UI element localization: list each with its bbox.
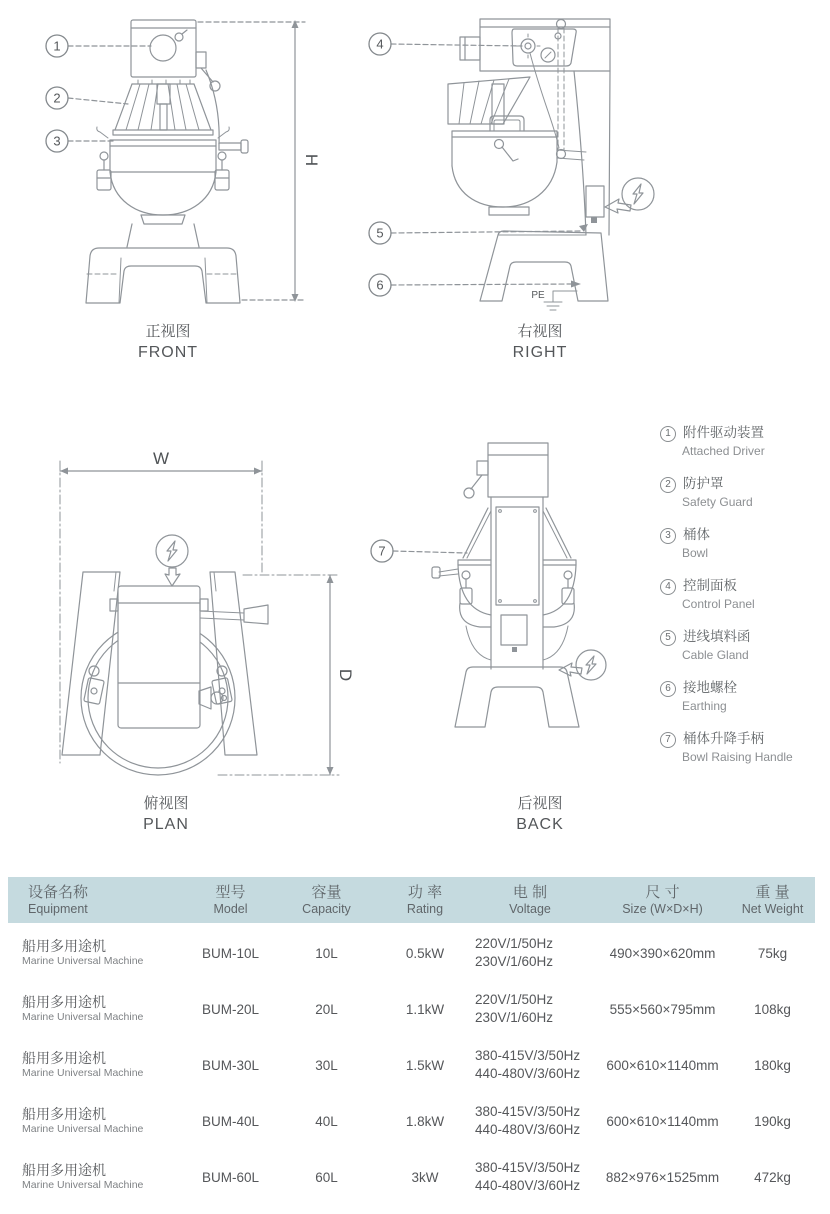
equipment-en: Marine Universal Machine	[22, 955, 144, 967]
cell-rating: 3kW	[411, 1169, 439, 1185]
cell-equipment	[8, 994, 193, 1024]
cell-weight: 472kg	[754, 1169, 791, 1185]
right-view-drawing	[352, 4, 662, 314]
header-label-zh: 功 率	[407, 883, 443, 901]
voltage-line: 220V/1/50Hz	[475, 936, 554, 951]
table-row	[8, 925, 815, 981]
cell-capacity: 40L	[315, 1113, 338, 1129]
equipment-en: Marine Universal Machine	[22, 1011, 144, 1023]
spec-table-header	[8, 877, 815, 923]
header-label-zh: 容量	[311, 883, 342, 901]
cell-capacity: 20L	[315, 1001, 338, 1017]
front-view-drawing	[18, 6, 321, 316]
legend-item-label-zh: 桶体升降手柄	[683, 731, 764, 746]
equipment-en: Marine Universal Machine	[22, 1067, 144, 1079]
header-label-zh: 重 量	[755, 883, 790, 901]
back-mixer	[432, 443, 579, 727]
header-label-zh: 尺 寸	[645, 883, 680, 901]
equipment-zh: 船用多用途机	[22, 1106, 106, 1122]
header-label-en: Size (W×D×H)	[622, 901, 703, 916]
legend-item-2	[660, 472, 830, 510]
front-mixer	[86, 20, 248, 303]
legend-item-label-zh: 控制面板	[683, 578, 737, 593]
voltage-line: 220V/1/50Hz	[475, 992, 554, 1007]
cell-rating: 1.1kW	[405, 1001, 445, 1017]
right-caption-zh: 右视图	[517, 323, 563, 340]
front-view-caption	[88, 321, 248, 364]
dim-w-label: W	[152, 449, 170, 468]
table-header-cell	[595, 884, 730, 917]
legend-item-7	[660, 727, 830, 765]
equipment-zh: 船用多用途机	[22, 1162, 106, 1178]
equipment-zh: 船用多用途机	[22, 938, 106, 954]
dim-h-label: H	[302, 153, 321, 167]
legend-item-head	[660, 574, 830, 595]
spec-table-body	[8, 925, 815, 1205]
front-caption-en: FRONT	[137, 344, 199, 361]
plan-caption-zh: 俯视图	[143, 795, 189, 812]
cell-rating: 0.5kW	[405, 945, 445, 961]
callout-2-number: 2	[53, 90, 61, 106]
cell-model: BUM-30L	[201, 1057, 260, 1073]
table-row	[8, 1149, 815, 1205]
legend-item-label-en: Bowl Raising Handle	[682, 750, 793, 764]
legend-item-label-en: Control Panel	[682, 597, 755, 611]
cell-voltage	[465, 1103, 595, 1139]
legend-item-4	[660, 574, 830, 612]
callout-6-number: 6	[376, 277, 384, 293]
table-header-cell	[268, 884, 385, 917]
cell-weight: 190kg	[754, 1113, 791, 1129]
table-header-cell	[385, 884, 465, 917]
voltage-line: 230V/1/60Hz	[475, 1010, 554, 1025]
header-label-zh: 型号	[215, 883, 246, 901]
legend-item-label-zh: 桶体	[683, 527, 710, 542]
right-callouts	[369, 33, 588, 296]
back-caption-en: BACK	[516, 816, 564, 833]
callout-4-number: 4	[376, 36, 384, 52]
legend-item-label-en: Safety Guard	[682, 495, 753, 509]
legend-item-label-en: Earthing	[682, 699, 727, 713]
legend-item-head	[660, 676, 830, 697]
plan-caption-en: PLAN	[143, 816, 189, 833]
cell-size: 555×560×795mm	[609, 1001, 716, 1017]
legend-item-label-zh: 接地螺栓	[683, 680, 737, 695]
table-row	[8, 981, 815, 1037]
legend-item-number: 5	[660, 630, 676, 646]
plan-mixer	[62, 572, 268, 775]
voltage-line: 440-480V/3/60Hz	[475, 1066, 581, 1081]
cell-voltage	[465, 1159, 595, 1195]
plan-view-drawing	[38, 433, 355, 833]
pe-label: PE	[531, 290, 545, 301]
legend-item-label-zh: 附件驱动装置	[683, 425, 764, 440]
voltage-line: 230V/1/60Hz	[475, 954, 554, 969]
voltage-line: 380-415V/3/50Hz	[475, 1160, 581, 1175]
equipment-zh: 船用多用途机	[22, 1050, 106, 1066]
header-label-en: Capacity	[302, 901, 351, 916]
cell-size: 490×390×620mm	[609, 945, 716, 961]
voltage-line: 380-415V/3/50Hz	[475, 1048, 581, 1063]
cell-voltage	[465, 1047, 595, 1083]
header-label-en: Rating	[406, 901, 444, 916]
legend-item-number: 6	[660, 681, 676, 697]
legend-item-label-zh: 进线填料函	[683, 629, 751, 644]
cell-rating: 1.8kW	[405, 1113, 445, 1129]
equipment-zh: 船用多用途机	[22, 994, 106, 1010]
table-row	[8, 1037, 815, 1093]
power-supply-icon-back	[559, 650, 606, 680]
table-row	[8, 1093, 815, 1149]
legend-item-label-en: Bowl	[682, 546, 709, 560]
cell-model: BUM-10L	[201, 945, 260, 961]
back-callouts	[371, 540, 467, 562]
back-caption-zh: 后视图	[517, 795, 563, 812]
table-header-cell	[465, 884, 595, 917]
legend-item-label-en: Attached Driver	[682, 444, 765, 458]
table-header-cell	[8, 884, 193, 917]
header-label-en: Net Weight	[741, 901, 804, 916]
power-supply-icon-plan	[156, 535, 188, 586]
cell-capacity: 60L	[315, 1169, 338, 1185]
right-caption-en: RIGHT	[512, 344, 568, 361]
header-label-en: Equipment	[28, 901, 88, 916]
legend-item-number: 1	[660, 426, 676, 442]
cell-equipment	[8, 938, 193, 968]
legend-item-6	[660, 676, 830, 714]
cell-voltage	[465, 935, 595, 971]
plan-view-caption	[86, 793, 246, 836]
header-label-en: Model	[213, 901, 248, 916]
cell-weight: 75kg	[757, 945, 788, 961]
right-mixer	[448, 19, 610, 310]
legend-item-number: 2	[660, 477, 676, 493]
legend-item-head	[660, 472, 830, 493]
cell-rating: 1.5kW	[405, 1057, 445, 1073]
right-view-caption	[460, 321, 620, 364]
front-caption-zh: 正视图	[145, 323, 191, 340]
legend-item-head	[660, 523, 830, 544]
cell-model: BUM-40L	[201, 1113, 260, 1129]
callout-3-number: 3	[53, 133, 61, 149]
legend-item-1	[660, 421, 830, 459]
table-header-cell	[193, 884, 268, 917]
cell-equipment	[8, 1050, 193, 1080]
legend-item-5	[660, 625, 830, 663]
legend-item-label-en: Cable Gland	[682, 648, 749, 662]
legend-item-head	[660, 727, 830, 748]
cell-equipment	[8, 1106, 193, 1136]
cell-size: 882×976×1525mm	[605, 1169, 720, 1185]
power-supply-icon	[605, 178, 654, 213]
legend-item-number: 4	[660, 579, 676, 595]
cell-weight: 180kg	[754, 1057, 791, 1073]
back-view-drawing	[363, 423, 613, 808]
legend-item-number: 3	[660, 528, 676, 544]
voltage-line: 380-415V/3/50Hz	[475, 1104, 581, 1119]
legend-item-number: 7	[660, 732, 676, 748]
parts-legend	[660, 421, 830, 778]
legend-item-3	[660, 523, 830, 561]
callout-7-number: 7	[378, 543, 386, 559]
callout-5-number: 5	[376, 225, 384, 241]
equipment-en: Marine Universal Machine	[22, 1123, 144, 1135]
cell-voltage	[465, 991, 595, 1027]
cell-size: 600×610×1140mm	[606, 1057, 719, 1073]
legend-item-head	[660, 625, 830, 646]
header-label-zh: 设备名称	[28, 883, 89, 901]
legend-item-label-zh: 防护罩	[683, 476, 724, 491]
cell-equipment	[8, 1162, 193, 1192]
cell-model: BUM-60L	[201, 1169, 260, 1185]
header-label-en: Voltage	[509, 901, 551, 916]
equipment-en: Marine Universal Machine	[22, 1179, 144, 1191]
cell-capacity: 10L	[315, 945, 338, 961]
voltage-line: 440-480V/3/60Hz	[475, 1122, 581, 1137]
legend-item-head	[660, 421, 830, 442]
cell-capacity: 30L	[315, 1057, 338, 1073]
cell-model: BUM-20L	[201, 1001, 260, 1017]
back-view-caption	[460, 793, 620, 836]
cell-size: 600×610×1140mm	[606, 1113, 719, 1129]
dim-d-label: D	[336, 668, 355, 682]
table-header-cell	[730, 884, 815, 917]
callout-1-number: 1	[53, 38, 61, 54]
voltage-line: 440-480V/3/60Hz	[475, 1178, 581, 1193]
cell-weight: 108kg	[754, 1001, 791, 1017]
header-label-zh: 电 制	[512, 883, 548, 901]
